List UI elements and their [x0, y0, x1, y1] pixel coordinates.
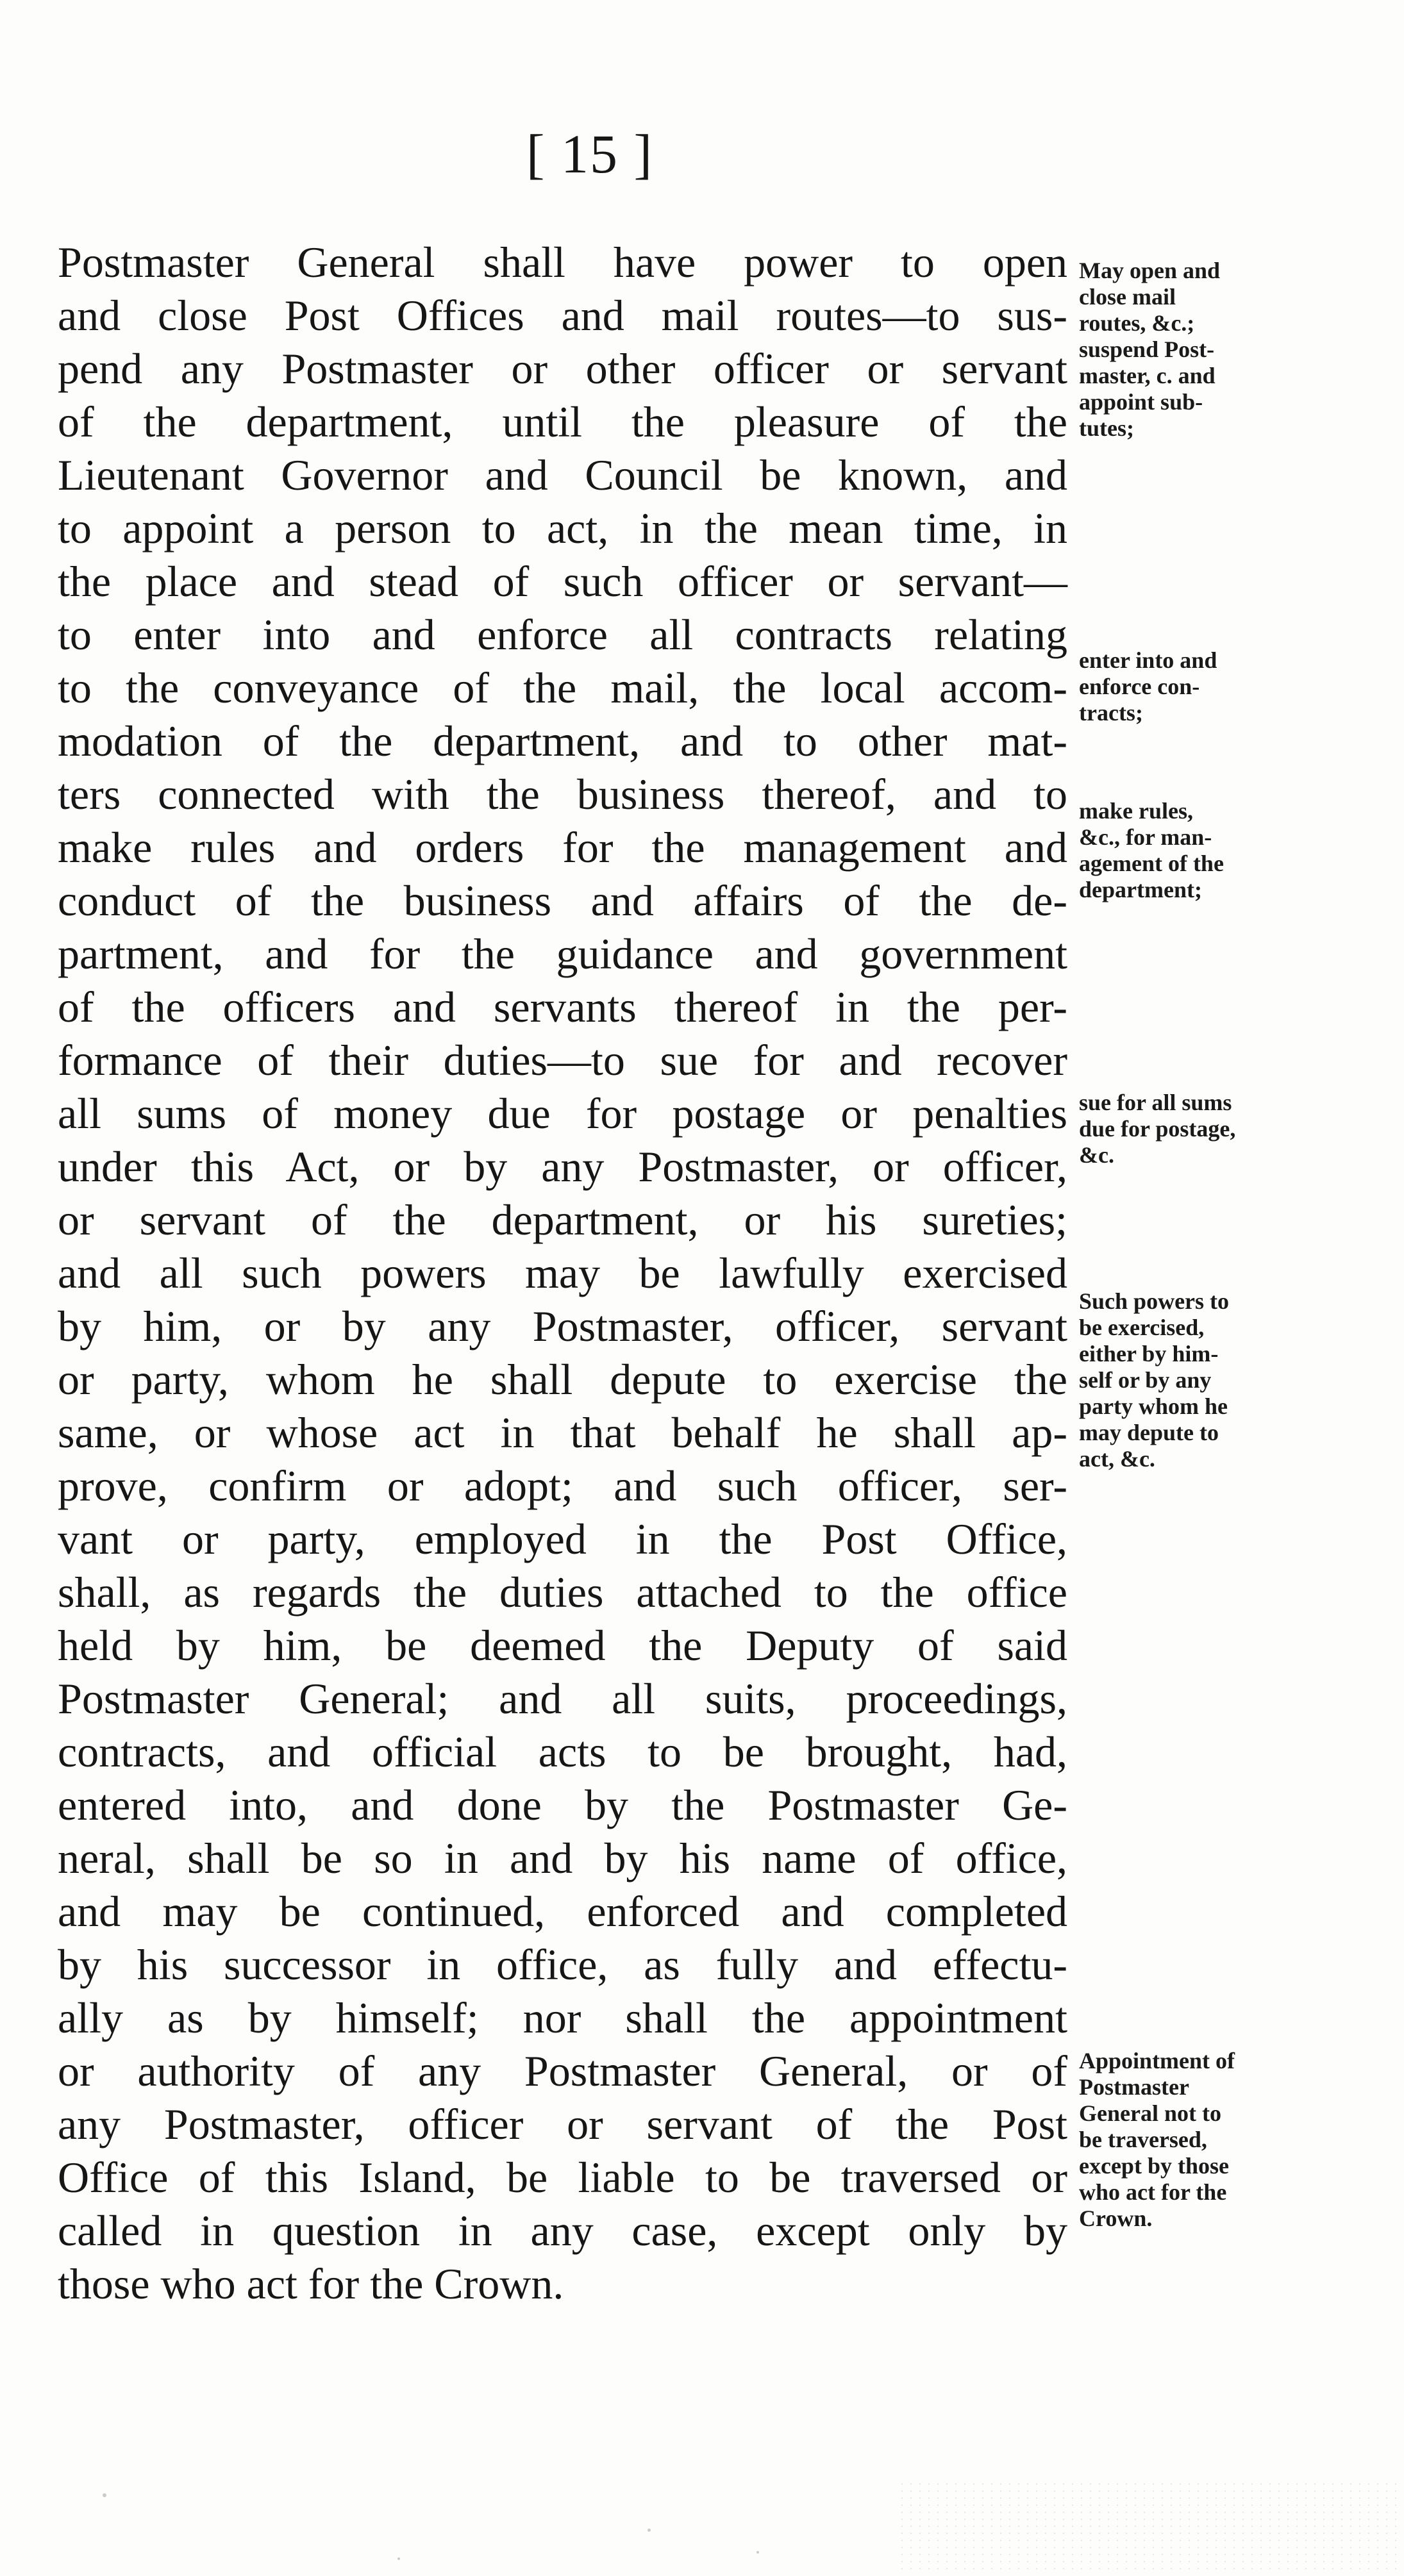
- body-line: by him, or by any Postmaster, officer, servant: [58, 1302, 1067, 1350]
- body-line: Postmaster General; and all suits, proceedings,: [58, 1674, 1067, 1723]
- margin-note-sue-for-sums: sue for all sums due for postage, &c.: [1079, 1090, 1236, 1168]
- body-line: held by him, be deemed the Deputy of said: [58, 1621, 1067, 1670]
- body-line: prove, confirm or adopt; and such officer, ser-: [58, 1461, 1067, 1510]
- body-line: all sums of money due for postage or penalties: [58, 1089, 1067, 1138]
- margin-note-appointment-not-traversed: Appointment of Postmaster General not to be traversed, except by those who act for the Crown.: [1079, 2048, 1235, 2231]
- body-line: Lieutenant Governor and Council be known, and: [58, 451, 1067, 499]
- body-line: formance of their duties—to sue for and recover: [58, 1036, 1067, 1084]
- body-line: Office of this Island, be liable to be traversed or: [58, 2153, 1067, 2202]
- scan-speck: [103, 2493, 106, 2497]
- body-line: under this Act, or by any Postmaster, or officer,: [58, 1142, 1067, 1191]
- body-line: pend any Postmaster or other officer or servant: [58, 344, 1067, 393]
- body-line: Postmaster General shall have power to open: [58, 238, 1067, 287]
- body-line: called in question in any case, except only by: [58, 2206, 1067, 2255]
- body-line: the place and stead of such officer or servant—: [58, 557, 1067, 606]
- body-line: ters connected with the business thereof, and to: [58, 770, 1067, 819]
- body-line: or servant of the department, or his sureties;: [58, 1195, 1067, 1244]
- body-line: ally as by himself; nor shall the appointment: [58, 1993, 1067, 2042]
- scan-noise: [898, 2480, 1398, 2570]
- page-number: [ 15 ]: [526, 123, 654, 185]
- margin-note-open-close-routes: May open and close mail routes, &c.; suspend Post- master, c. and appoint sub- tutes;: [1079, 258, 1221, 441]
- body-text: [58, 236, 1067, 2311]
- body-line: and may be continued, enforced and completed: [58, 1887, 1067, 1936]
- body-line: modation of the department, and to other mat-: [58, 717, 1067, 765]
- body-line: contracts, and official acts to be brought, had,: [58, 1727, 1067, 1776]
- scan-speck: [397, 2557, 400, 2560]
- body-line: those who act for the Crown.: [58, 2259, 564, 2308]
- margin-note-powers-exercised: Such powers to be exercised, either by him- self or by any party whom he may depute to act, &c.: [1079, 1288, 1230, 1472]
- scan-speck: [756, 2551, 759, 2554]
- body-line: any Postmaster, officer or servant of the Post: [58, 2100, 1067, 2148]
- body-line: partment, and for the guidance and government: [58, 929, 1067, 978]
- body-line: of the officers and servants thereof in the per-: [58, 983, 1067, 1031]
- body-line: to the conveyance of the mail, the local accom-: [58, 663, 1067, 712]
- body-line: same, or whose act in that behalf he shall ap-: [58, 1408, 1067, 1457]
- body-line: make rules and orders for the management and: [58, 823, 1067, 872]
- body-line: to enter into and enforce all contracts relating: [58, 610, 1067, 659]
- body-line: shall, as regards the duties attached to the office: [58, 1568, 1067, 1616]
- body-line: vant or party, employed in the Post Office,: [58, 1515, 1067, 1563]
- body-line: and close Post Offices and mail routes—to sus-: [58, 291, 1067, 340]
- body-line: entered into, and done by the Postmaster Ge-: [58, 1781, 1067, 1829]
- scan-speck: [648, 2529, 651, 2532]
- body-line: conduct of the business and affairs of the de-: [58, 876, 1067, 925]
- margin-note-contracts: enter into and enforce con- tracts;: [1079, 647, 1217, 726]
- body-line: by his successor in office, as fully and effectu-: [58, 1940, 1067, 1989]
- body-line: or party, whom he shall depute to exercise the: [58, 1355, 1067, 1404]
- body-line: of the department, until the pleasure of the: [58, 397, 1067, 446]
- body-line: to appoint a person to act, in the mean time, in: [58, 504, 1067, 553]
- body-line: or authority of any Postmaster General, or of: [58, 2047, 1067, 2095]
- body-line: neral, shall be so in and by his name of office,: [58, 1834, 1067, 1882]
- margin-note-make-rules: make rules, &c., for man- agement of the department;: [1079, 798, 1224, 902]
- body-line: and all such powers may be lawfully exercised: [58, 1249, 1067, 1297]
